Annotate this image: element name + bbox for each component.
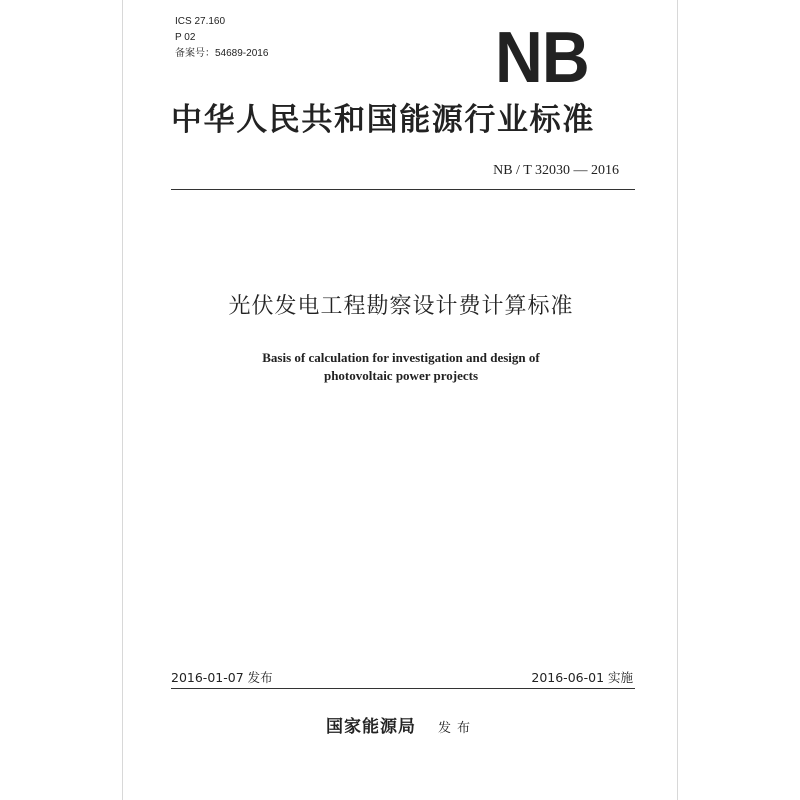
- implementation-date: 2016-06-01 实施: [531, 670, 633, 685]
- classification-code: P 02: [175, 32, 196, 43]
- publisher-line: [123, 712, 679, 737]
- standard-category-title: 中华人民共和国能源行业标准: [171, 102, 595, 138]
- document-title-english: [123, 349, 679, 385]
- document-title-chinese: 光伏发电工程勘察设计费计算标准: [228, 294, 574, 319]
- bottom-divider: [171, 688, 635, 689]
- standard-number: NB / T 32030 — 2016: [493, 163, 619, 178]
- document-cover: [122, 0, 678, 800]
- filing-number: 备案号：54689-2016: [175, 48, 269, 59]
- english-title-line-1: Basis of calculation for investigation and design of: [262, 350, 540, 365]
- metadata-block: [175, 14, 268, 62]
- publishing-agency: 国家能源局: [325, 717, 416, 737]
- english-title-line-2: photovoltaic power projects: [323, 368, 479, 383]
- top-divider: [171, 189, 635, 190]
- ics-code: ICS 27.160: [175, 16, 226, 27]
- nb-logo: NB: [495, 18, 589, 98]
- publish-action: 发布: [437, 721, 476, 736]
- issue-date: 2016-01-07 发布: [171, 670, 273, 685]
